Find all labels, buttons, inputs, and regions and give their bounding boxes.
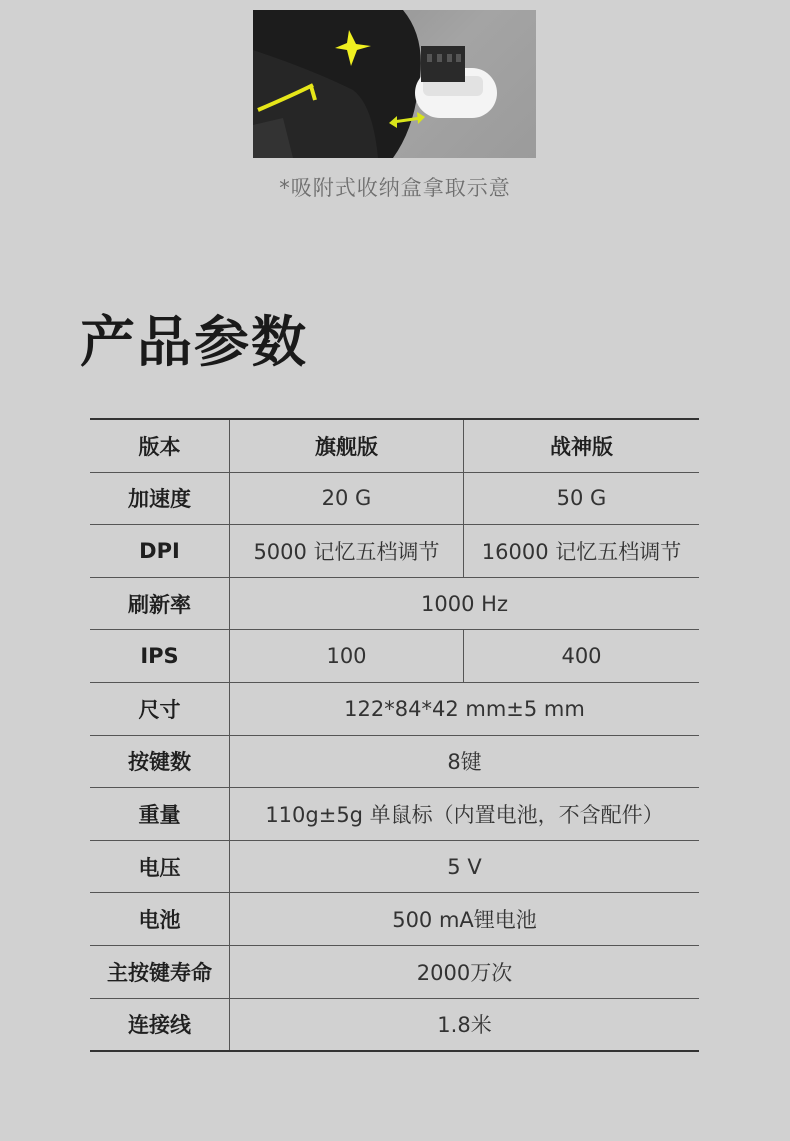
spec-value: 16000 记忆五档调节 (464, 525, 700, 578)
table-row (90, 893, 699, 946)
table-row (90, 630, 699, 683)
spec-value: 500 mA锂电池 (230, 893, 700, 946)
spec-label: 电池 (90, 893, 230, 946)
spec-label: 尺寸 (90, 682, 230, 735)
spec-value: 5 V (230, 840, 700, 893)
spec-label: 电压 (90, 840, 230, 893)
header-cell: 战神版 (464, 419, 700, 472)
spec-value: 1.8米 (230, 998, 700, 1051)
spec-value: 20 G (230, 472, 464, 525)
photo-caption: *吸附式收纳盒拿取示意 (279, 176, 511, 200)
table-row (90, 945, 699, 998)
spec-value: 400 (464, 630, 700, 683)
table-row (90, 788, 699, 841)
table-row (90, 735, 699, 788)
page-title: 产品参数 (80, 310, 309, 374)
table-row (90, 472, 699, 525)
spec-value: 5000 记忆五档调节 (230, 525, 464, 578)
spec-value: 50 G (464, 472, 700, 525)
spec-label: 按键数 (90, 735, 230, 788)
spec-label: 主按键寿命 (90, 945, 230, 998)
header-cell: 旗舰版 (230, 419, 464, 472)
table-header-row (90, 419, 699, 472)
mouse-receiver-storage-icon (253, 10, 536, 158)
spec-label: 加速度 (90, 472, 230, 525)
header-cell: 版本 (90, 419, 230, 472)
spec-label: 刷新率 (90, 577, 230, 630)
table-row (90, 682, 699, 735)
spec-label: IPS (90, 630, 230, 683)
spec-value: 122*84*42 mm±5 mm (230, 682, 700, 735)
spec-label: DPI (90, 525, 230, 578)
table-row (90, 577, 699, 630)
table-row (90, 998, 699, 1051)
spec-label: 重量 (90, 788, 230, 841)
spec-value: 100 (230, 630, 464, 683)
product-photo (253, 10, 536, 158)
spec-value: 2000万次 (230, 945, 700, 998)
spec-value: 8键 (230, 735, 700, 788)
table-row (90, 525, 699, 578)
spec-value: 1000 Hz (230, 577, 700, 630)
spec-table (90, 418, 699, 1052)
spec-value: 110g±5g 单鼠标（内置电池，不含配件） (230, 788, 700, 841)
spec-label: 连接线 (128, 1013, 191, 1038)
table-row (90, 840, 699, 893)
